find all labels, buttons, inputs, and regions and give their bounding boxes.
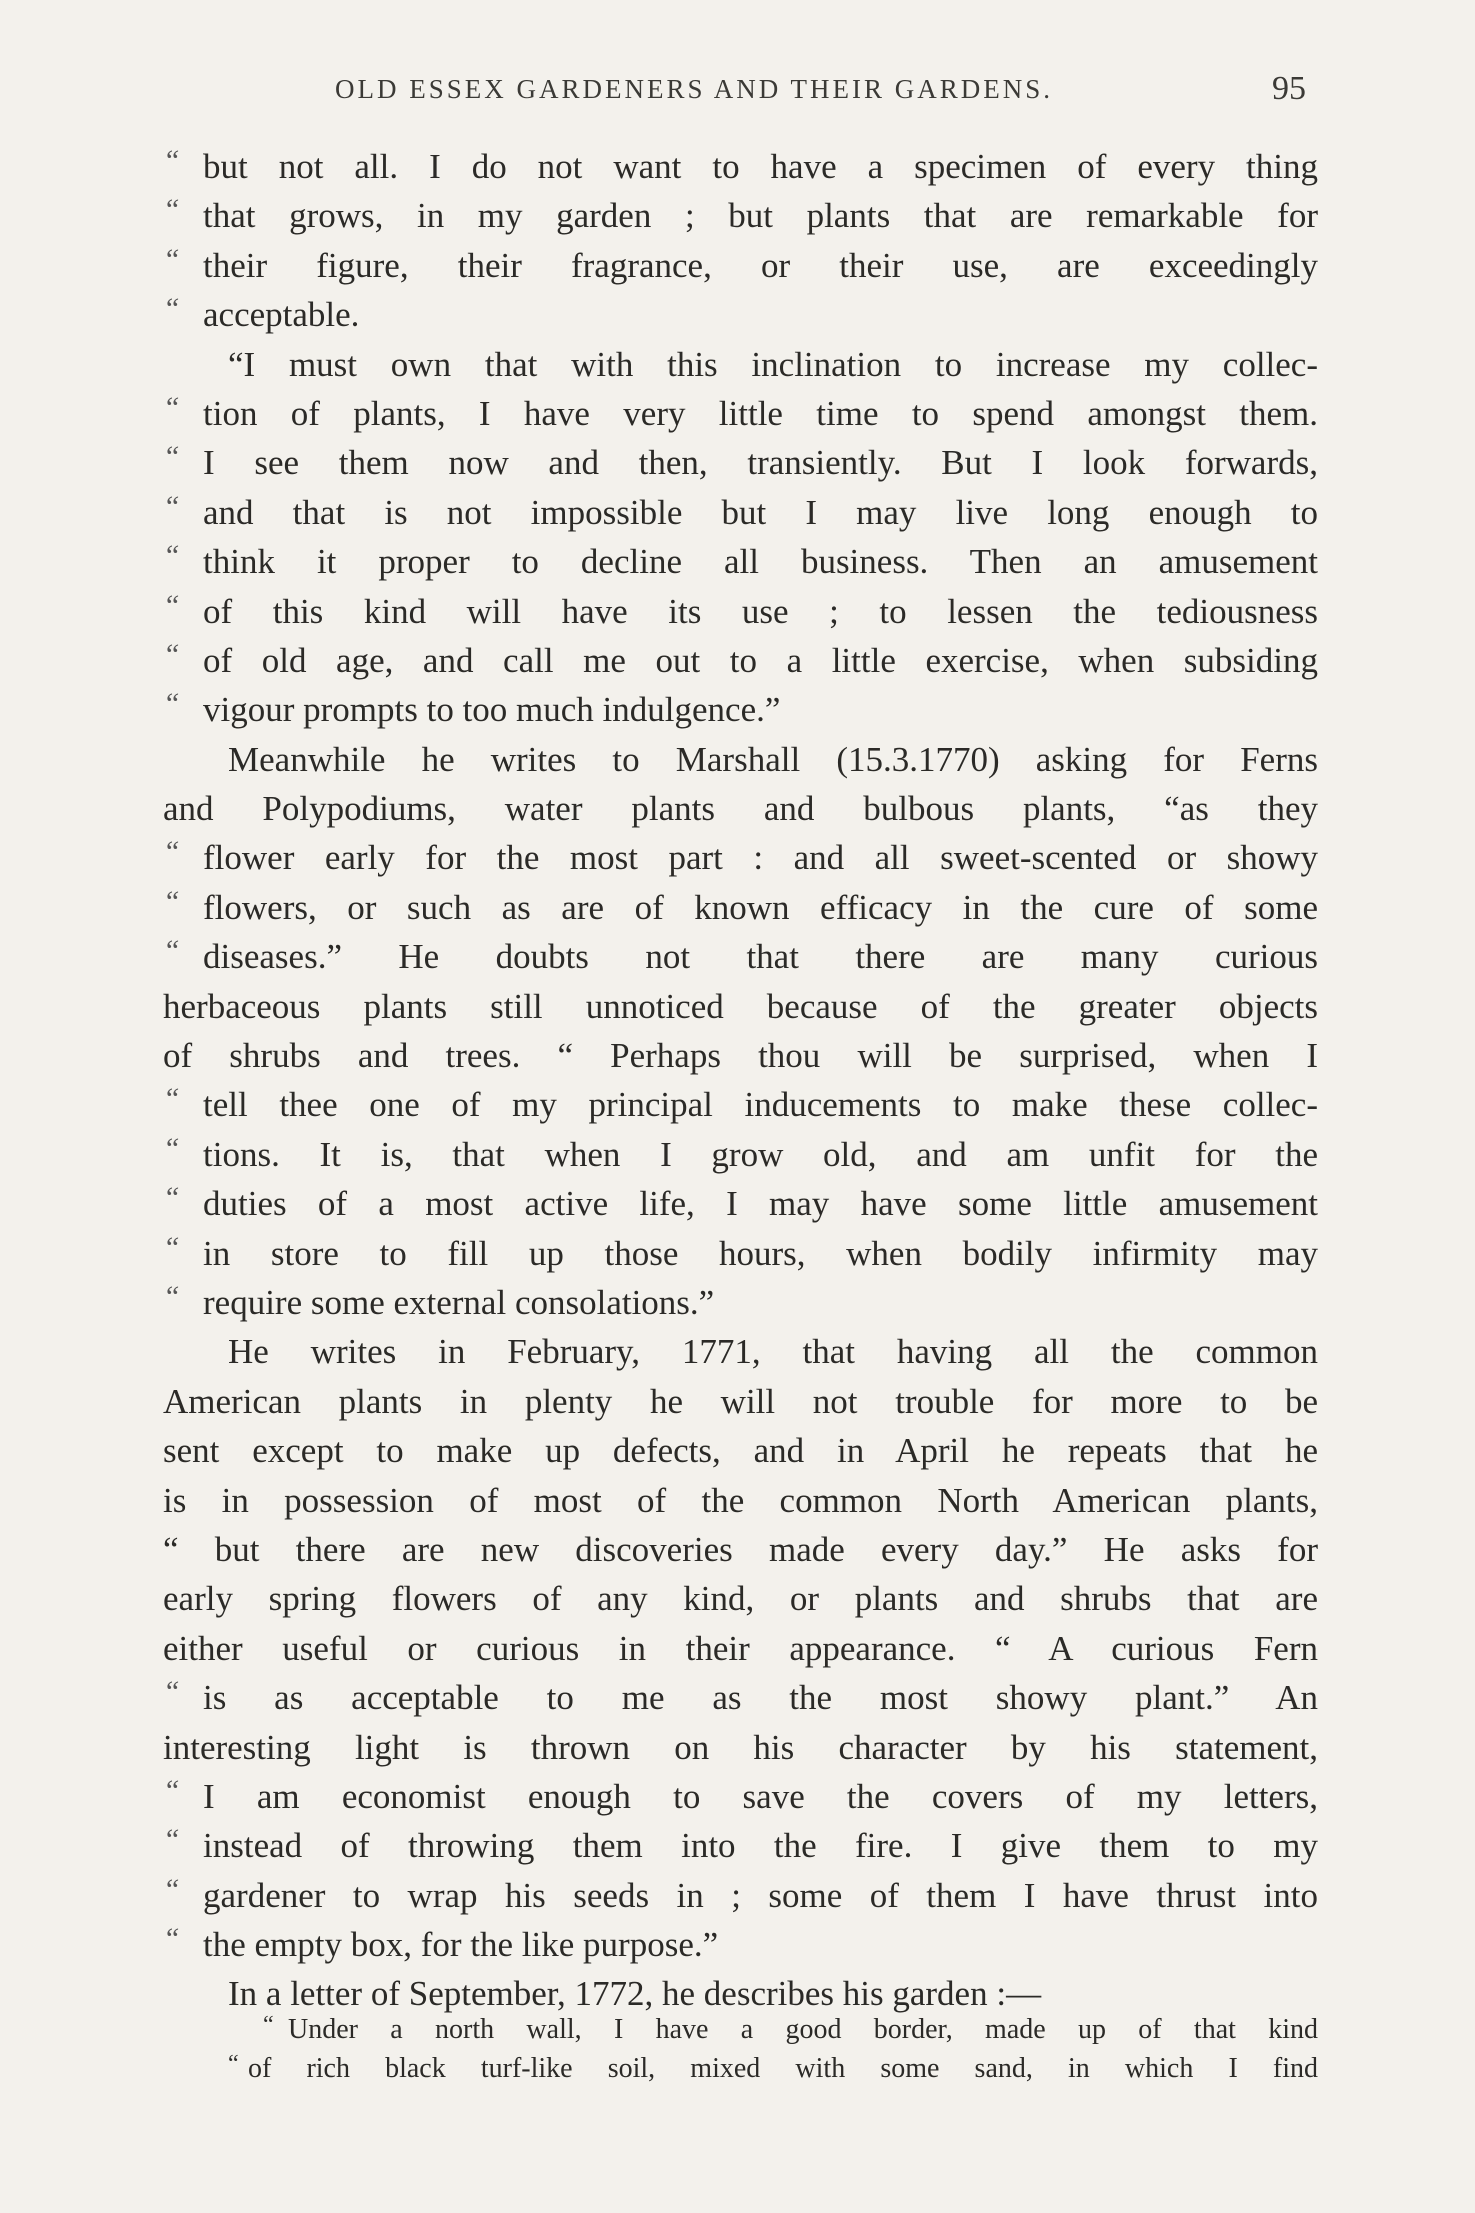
text-line: American plants in plenty he will not trouble for more to be [163, 1381, 1318, 1421]
text-line: In a letter of September, 1772, he describes his garden :— [228, 1974, 1042, 2014]
quote-line: “ of rich black turf-like soil, mixed with some sand, in which I find [163, 2049, 1318, 2088]
text-line: and Polypodiums, water plants and bulbous plants, “as they [163, 789, 1318, 829]
body-text [163, 142, 1318, 2019]
text-line: “ flowers, or such as are of known efficacy in the cure of some [163, 883, 1318, 932]
text-line: “ I am economist enough to save the covers of my letters, [163, 1772, 1318, 1821]
text-line: “ acceptable. [163, 290, 1318, 339]
text-line: “ gardener to wrap his seeds in ; some of them I have thrust into [163, 1871, 1318, 1920]
text-line: “ but not all. I do not want to have a specimen of every thing [163, 142, 1318, 191]
text-line: “I must own that with this inclination to increase my collec- [228, 344, 1318, 384]
text-line: “ require some external consolations.” [163, 1278, 1318, 1327]
text-line: “ duties of a most active life, I may have some little amusement [163, 1179, 1318, 1228]
text-line: Meanwhile he writes to Marshall (15.3.1770) asking for Ferns [228, 739, 1318, 779]
text-line: He writes in February, 1771, that having all the common [228, 1332, 1318, 1372]
text-line: “ I see them now and then, transiently. But I look forwards, [163, 438, 1318, 487]
text-line: “ is as acceptable to me as the most showy plant.” An [163, 1673, 1318, 1722]
text-line: “ tions. It is, that when I grow old, and am unfit for the [163, 1130, 1318, 1179]
text-line: “ that grows, in my garden ; but plants that are remarkable for [163, 191, 1318, 240]
text-line: “ the empty box, for the like purpose.” [163, 1920, 1318, 1969]
text-line: “ instead of throwing them into the fire. I give them to my [163, 1821, 1318, 1870]
text-line: herbaceous plants still unnoticed because of the greater objects [163, 986, 1318, 1026]
text-line: “ in store to fill up those hours, when bodily infirmity may [163, 1229, 1318, 1278]
quote-line: “ Under a north wall, I have a good border, made up of that kind [163, 2010, 1318, 2049]
text-line: “ of this kind will have its use ; to lessen the tediousness [163, 587, 1318, 636]
page-number: 95 [1272, 70, 1306, 107]
text-line: “ flower early for the most part : and all sweet-scented or showy [163, 833, 1318, 882]
text-line: sent except to make up defects, and in April he repeats that he [163, 1431, 1318, 1471]
page-header [0, 70, 1475, 120]
text-line: “ tion of plants, I have very little time to spend amongst them. [163, 389, 1318, 438]
text-line: of shrubs and trees. “ Perhaps thou will be surprised, when I [163, 1036, 1318, 1076]
text-line: “ vigour prompts to too much indulgence.” [163, 685, 1318, 734]
quoted-letter-excerpt [163, 2010, 1318, 2088]
text-line: “ their figure, their fragrance, or their use, are exceedingly [163, 241, 1318, 290]
text-line: early spring flowers of any kind, or plants and shrubs that are [163, 1579, 1318, 1619]
text-line: “ of old age, and call me out to a little exercise, when subsiding [163, 636, 1318, 685]
text-line: interesting light is thrown on his character by his statement, [163, 1727, 1318, 1767]
text-line: “ and that is not impossible but I may live long enough to [163, 488, 1318, 537]
text-line: either useful or curious in their appearance. “ A curious Fern [163, 1628, 1318, 1668]
running-head: OLD ESSEX GARDENERS AND THEIR GARDENS. [335, 74, 1054, 104]
text-line: “ but there are new discoveries made every day.” He asks for [163, 1529, 1318, 1569]
text-line: “ diseases.” He doubts not that there are many curious [163, 932, 1318, 981]
text-line: “ think it proper to decline all business. Then an amusement [163, 537, 1318, 586]
text-line: “ tell thee one of my principal inducements to make these collec- [163, 1080, 1318, 1129]
text-line: is in possession of most of the common North American plants, [163, 1480, 1318, 1520]
